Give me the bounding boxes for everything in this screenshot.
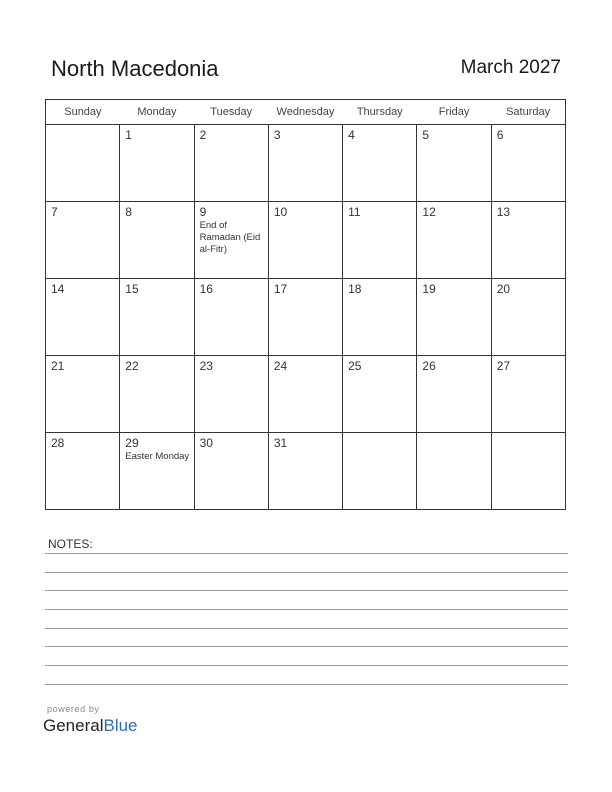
day-number: 25 (348, 359, 362, 373)
powered-by-text: powered by (47, 704, 100, 714)
day-number: 6 (496, 128, 504, 142)
day-cell (417, 202, 491, 279)
day-cell (268, 433, 342, 510)
day-cell (491, 279, 565, 356)
day-cell (120, 356, 194, 433)
day-number: 13 (496, 205, 511, 219)
day-cell (46, 125, 120, 202)
day-number: 11 (348, 205, 361, 219)
notes-line (45, 609, 568, 610)
day-number: 12 (422, 205, 436, 219)
day-number: 7 (51, 205, 58, 219)
day-cell (417, 433, 491, 510)
holiday-label: End of Ramadan (Eid al-Fitr) (199, 220, 261, 255)
week-row (46, 356, 566, 433)
day-number: 31 (273, 436, 288, 450)
day-number: 28 (51, 436, 65, 450)
notes-line (45, 628, 568, 629)
day-cell (268, 202, 342, 279)
day-number: 8 (125, 205, 132, 219)
week-row (46, 202, 566, 279)
day-number: 22 (125, 359, 139, 373)
day-cell (343, 125, 417, 202)
day-cell (46, 279, 120, 356)
weekday-monday: Monday (120, 100, 194, 125)
day-number: 4 (348, 128, 355, 142)
calendar-grid (45, 99, 566, 510)
day-number: 1 (125, 128, 132, 142)
day-number: 19 (422, 282, 436, 296)
day-cell (491, 433, 565, 510)
day-cell (194, 433, 268, 510)
day-number: 24 (273, 359, 288, 373)
notes-line (45, 646, 568, 647)
notes-line (45, 665, 568, 666)
day-cell (194, 125, 268, 202)
day-number: 9 (199, 205, 207, 219)
day-number: 26 (422, 359, 436, 373)
day-cell (417, 125, 491, 202)
day-cell (120, 279, 194, 356)
day-number: 21 (51, 359, 65, 373)
day-cell (194, 279, 268, 356)
weekday-saturday: Saturday (491, 100, 565, 125)
brand-general-text: General (43, 716, 104, 735)
weekday-header-row (46, 100, 566, 125)
day-cell (268, 279, 342, 356)
day-cell (417, 356, 491, 433)
day-number: 18 (348, 282, 362, 296)
day-cell (268, 125, 342, 202)
day-number: 17 (273, 282, 288, 296)
holiday-label: Easter Monday (125, 451, 190, 462)
brand-blue-text: Blue (103, 716, 138, 735)
day-cell (491, 202, 565, 279)
day-number: 27 (496, 359, 511, 373)
day-number: 23 (199, 359, 213, 373)
day-number: 5 (422, 128, 430, 142)
day-cell (120, 433, 194, 510)
notes-line (45, 553, 568, 554)
day-number: 29 (125, 436, 139, 450)
day-number: 2 (199, 128, 207, 142)
day-cell (343, 202, 417, 279)
day-number: 3 (273, 128, 281, 142)
day-number: 30 (199, 436, 213, 450)
day-cell (343, 279, 417, 356)
weekday-thursday: Thursday (343, 100, 417, 125)
day-cell (343, 433, 417, 510)
weekday-tuesday: Tuesday (194, 100, 268, 125)
week-row (46, 433, 566, 510)
notes-line (45, 572, 568, 573)
weekday-friday: Friday (417, 100, 491, 125)
day-cell (120, 125, 194, 202)
day-number: 10 (273, 205, 288, 219)
notes-line (45, 684, 568, 685)
day-cell (120, 202, 194, 279)
calendar-country-title: North Macedonia (51, 56, 219, 81)
day-cell (343, 356, 417, 433)
notes-label: NOTES: (48, 537, 93, 551)
week-row (46, 125, 566, 202)
day-number: 14 (51, 282, 65, 296)
day-cell (491, 125, 565, 202)
calendar-month-title: March 2027 (460, 57, 561, 78)
weekday-wednesday: Wednesday (268, 100, 342, 125)
generalblue-logo (43, 716, 138, 736)
day-number: 20 (496, 282, 511, 296)
day-cell (268, 356, 342, 433)
day-cell (194, 356, 268, 433)
day-cell (46, 356, 120, 433)
day-cell (417, 279, 491, 356)
day-cell (194, 202, 268, 279)
day-cell (46, 433, 120, 510)
day-cell (46, 202, 120, 279)
notes-line (45, 590, 568, 591)
day-cell (491, 356, 565, 433)
day-number: 16 (199, 282, 213, 296)
day-number: 15 (125, 282, 139, 296)
weekday-sunday: Sunday (46, 100, 120, 125)
week-row (46, 279, 566, 356)
